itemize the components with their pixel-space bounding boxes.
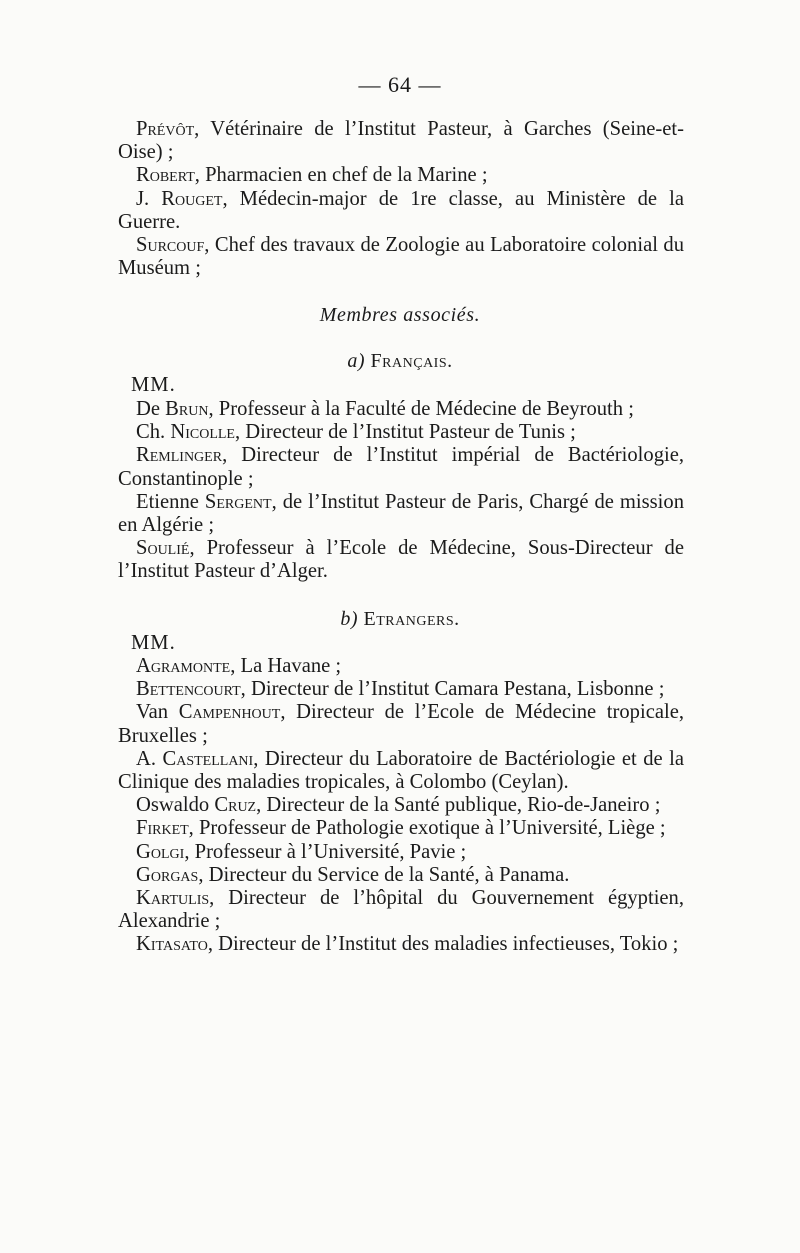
entry-nicolle: Ch. Nicolle, Directeur de l’Institut Pasteur de Tunis ; [136,421,576,444]
entry-kitasato: Kitasato, Directeur de l’Institut des maladies infectieuses, Tokio ; [136,933,679,956]
entry-name: Cruz [214,794,257,817]
mm-label-etrangers: MM. [131,632,176,654]
entry-gorgas: Gorgas, Directeur du Service de la Santé, à Panama. [136,863,570,886]
page-number: — 64 — [358,72,442,97]
mm-label-francais: MM. [131,374,176,396]
entry-name: Sergent [204,490,272,513]
entry-name: Bettencourt [136,678,241,701]
entry-name: Nicolle [170,421,235,444]
entry-surcouf: Surcouf, Chef des travaux de Zoologie au Laboratoire colonial du Muséum ; [118,234,684,280]
entry-brun: De Brun, Professeur à la Faculté de Médecine de Beyrouth ; [136,398,634,420]
entry-campenhout: Van Campenhout, Directeur de l’Ecole de Médecine tropicale, Bruxelles ; [118,701,684,747]
entry-name: Campenhout [178,701,281,724]
entry-agramonte: Agramonte, La Havane ; [136,655,342,677]
entry-name: Kitasato [136,933,208,956]
members-list-francais [118,398,684,584]
entry-prevot: Prévôt, Vétérinaire de l’Institut Pasteur, à Garches (Seine-et-Oise) ; [118,118,684,164]
subsection-etrangers: b) Etrangers. [340,608,460,630]
entry-name: Castellani [162,747,254,770]
entry-bettencourt: Bettencourt, Directeur de l’Institut Camara Pestana, Lisbonne ; [136,678,665,701]
entry-name: Remlinger [136,444,223,467]
entry-name: Prévôt [136,118,195,140]
members-list-etrangers [118,655,684,957]
entry-name: Brun [165,398,209,420]
entry-castellani: A. Castellani, Directeur du Laboratoire de Bactériologie et de la Clinique des maladies tropicales, à Colombo (Ceylan). [118,747,684,794]
entry-remlinger: Remlinger, Directeur de l’Institut impérial de Bactériologie, Constantinople ; [118,444,684,490]
entry-firket: Firket, Professeur de Pathologie exotique à l’Université, Liège ; [136,817,666,840]
entry-name: Robert [136,164,195,187]
entry-name: Surcouf [136,234,205,257]
members-list-top [118,118,684,280]
entry-soulie: Soulié, Professeur à l’Ecole de Médecine, Sous-Directeur de l’Institut Pasteur d’Alger. [118,537,684,583]
entry-kartulis: Kartulis, Directeur de l’hôpital du Gouvernement égyptien, Alexandrie ; [118,887,684,933]
entry-rouget: J. Rouget, Médecin-major de 1re classe, au Ministère de la Guerre. [118,187,684,233]
entry-name: Firket [136,817,189,840]
entry-name: Kartulis [136,887,210,910]
entry-name: Soulié [136,537,190,560]
entry-name: Rouget [161,187,223,210]
subsection-francais: a) Français. [347,350,453,372]
entry-sergent: Etienne Sergent, de l’Institut Pasteur de Paris, Chargé de mission en Algérie ; [118,490,684,537]
entry-name: Agramonte [136,655,231,677]
entry-golgi: Golgi, Professeur à l’Université, Pavie ; [136,840,467,863]
entry-name: Golgi [136,840,185,863]
section-title: Membres associés. [319,304,481,326]
entry-name: Gorgas [136,863,199,886]
entry-cruz: Oswaldo Cruz, Directeur de la Santé publique, Rio-de-Janeiro ; [136,794,661,817]
entry-robert: Robert, Pharmacien en chef de la Marine ; [136,164,488,187]
